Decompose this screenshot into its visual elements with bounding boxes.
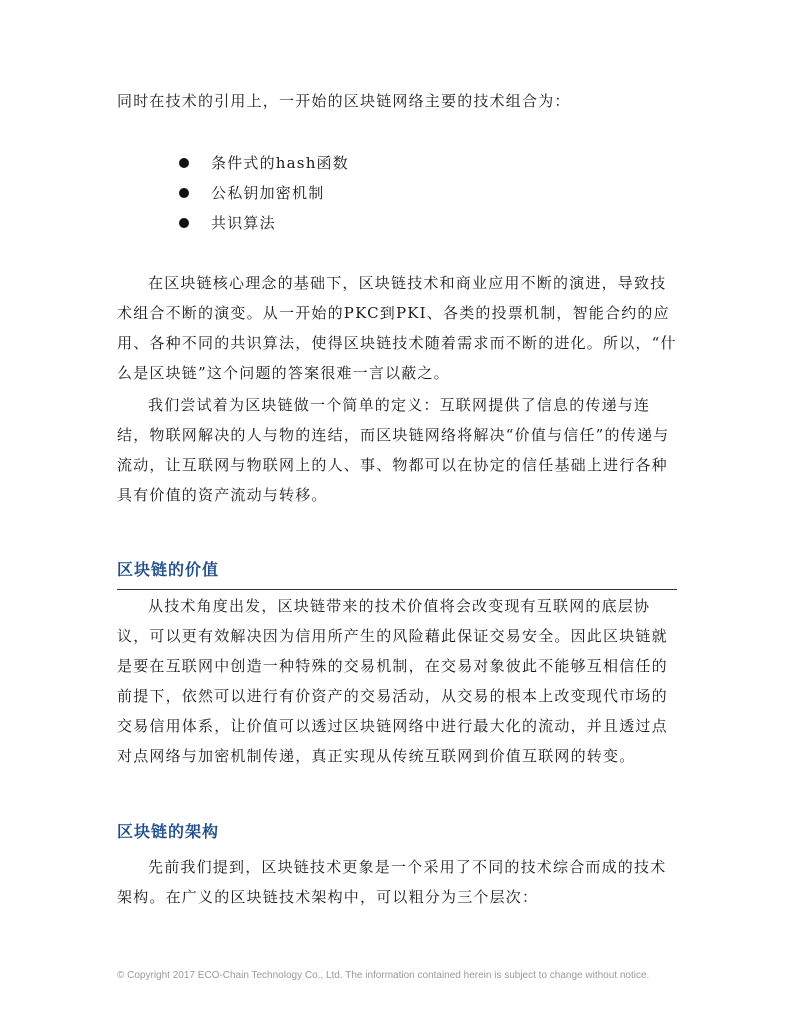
paragraph-value: 从技术角度出发，区块链带来的技术价值将会改变现有互联网的底层协议，可以更有效解决因为信用所产生的风险藉此保证交易安全。因此区块链就是要在互联网中创造一种特殊的交易机制，在交易对象彼此不能够互相信任的前提下，依然可以进行有价资产的交易活动，从交易的根本上改变现代市场的交易信用体系，让价值可以透过区块链网络中进行最大化的流动，并且透过点对点网络与加密机制传递，真正实现从传统互联网到价值互联网的转变。 [117, 597, 668, 765]
list-item-label: 公私钥加密机制 [211, 184, 325, 202]
list-item-label: 共识算法 [211, 214, 276, 232]
list-item [179, 178, 349, 208]
paragraph-architecture: 先前我们提到，区块链技术更象是一个采用了不同的技术综合而成的技术架构。在广义的区块链技术架构中，可以粗分为三个层次： [117, 858, 667, 906]
section-heading-value: 区块链的价值 [117, 557, 677, 590]
paragraph-evolution: 在区块链核心理念的基础下，区块链技术和商业应用不断的演进，导致技术组合不断的演变。从一开始的PKC到PKI、各类的投票机制，智能合约的应用、各种不同的共识算法，使得区块链技术随着需求而不断的进化。所以，“什么是区块链”这个问题的答案很难一言以蔽之。 [117, 274, 677, 382]
paragraph-definition: 我们尝试着为区块链做一个简单的定义：互联网提供了信息的传递与连结，物联网解决的人与物的连结，而区块链网络将解决“价值与信任”的传递与流动，让互联网与物联网上的人、事、物都可以在协定的信任基础上进行各种具有价值的资产流动与转移。 [117, 396, 670, 504]
document-page [117, 0, 677, 1024]
intro-paragraph: 同时在技术的引用上，一开始的区块链网络主要的技术组合为： [117, 92, 571, 110]
bullet-icon [179, 158, 189, 168]
section-heading-architecture: 区块链的架构 [117, 822, 220, 841]
bullet-icon [179, 188, 189, 198]
copyright-footer: © Copyright 2017 ECO-Chain Technology Co., Ltd. The information contained herein is subject to change without notice. [117, 970, 650, 981]
bullet-icon [179, 218, 189, 228]
list-item [179, 208, 349, 238]
list-item [179, 148, 349, 178]
list-item-label: 条件式的hash函数 [211, 154, 349, 172]
tech-list [179, 148, 349, 238]
